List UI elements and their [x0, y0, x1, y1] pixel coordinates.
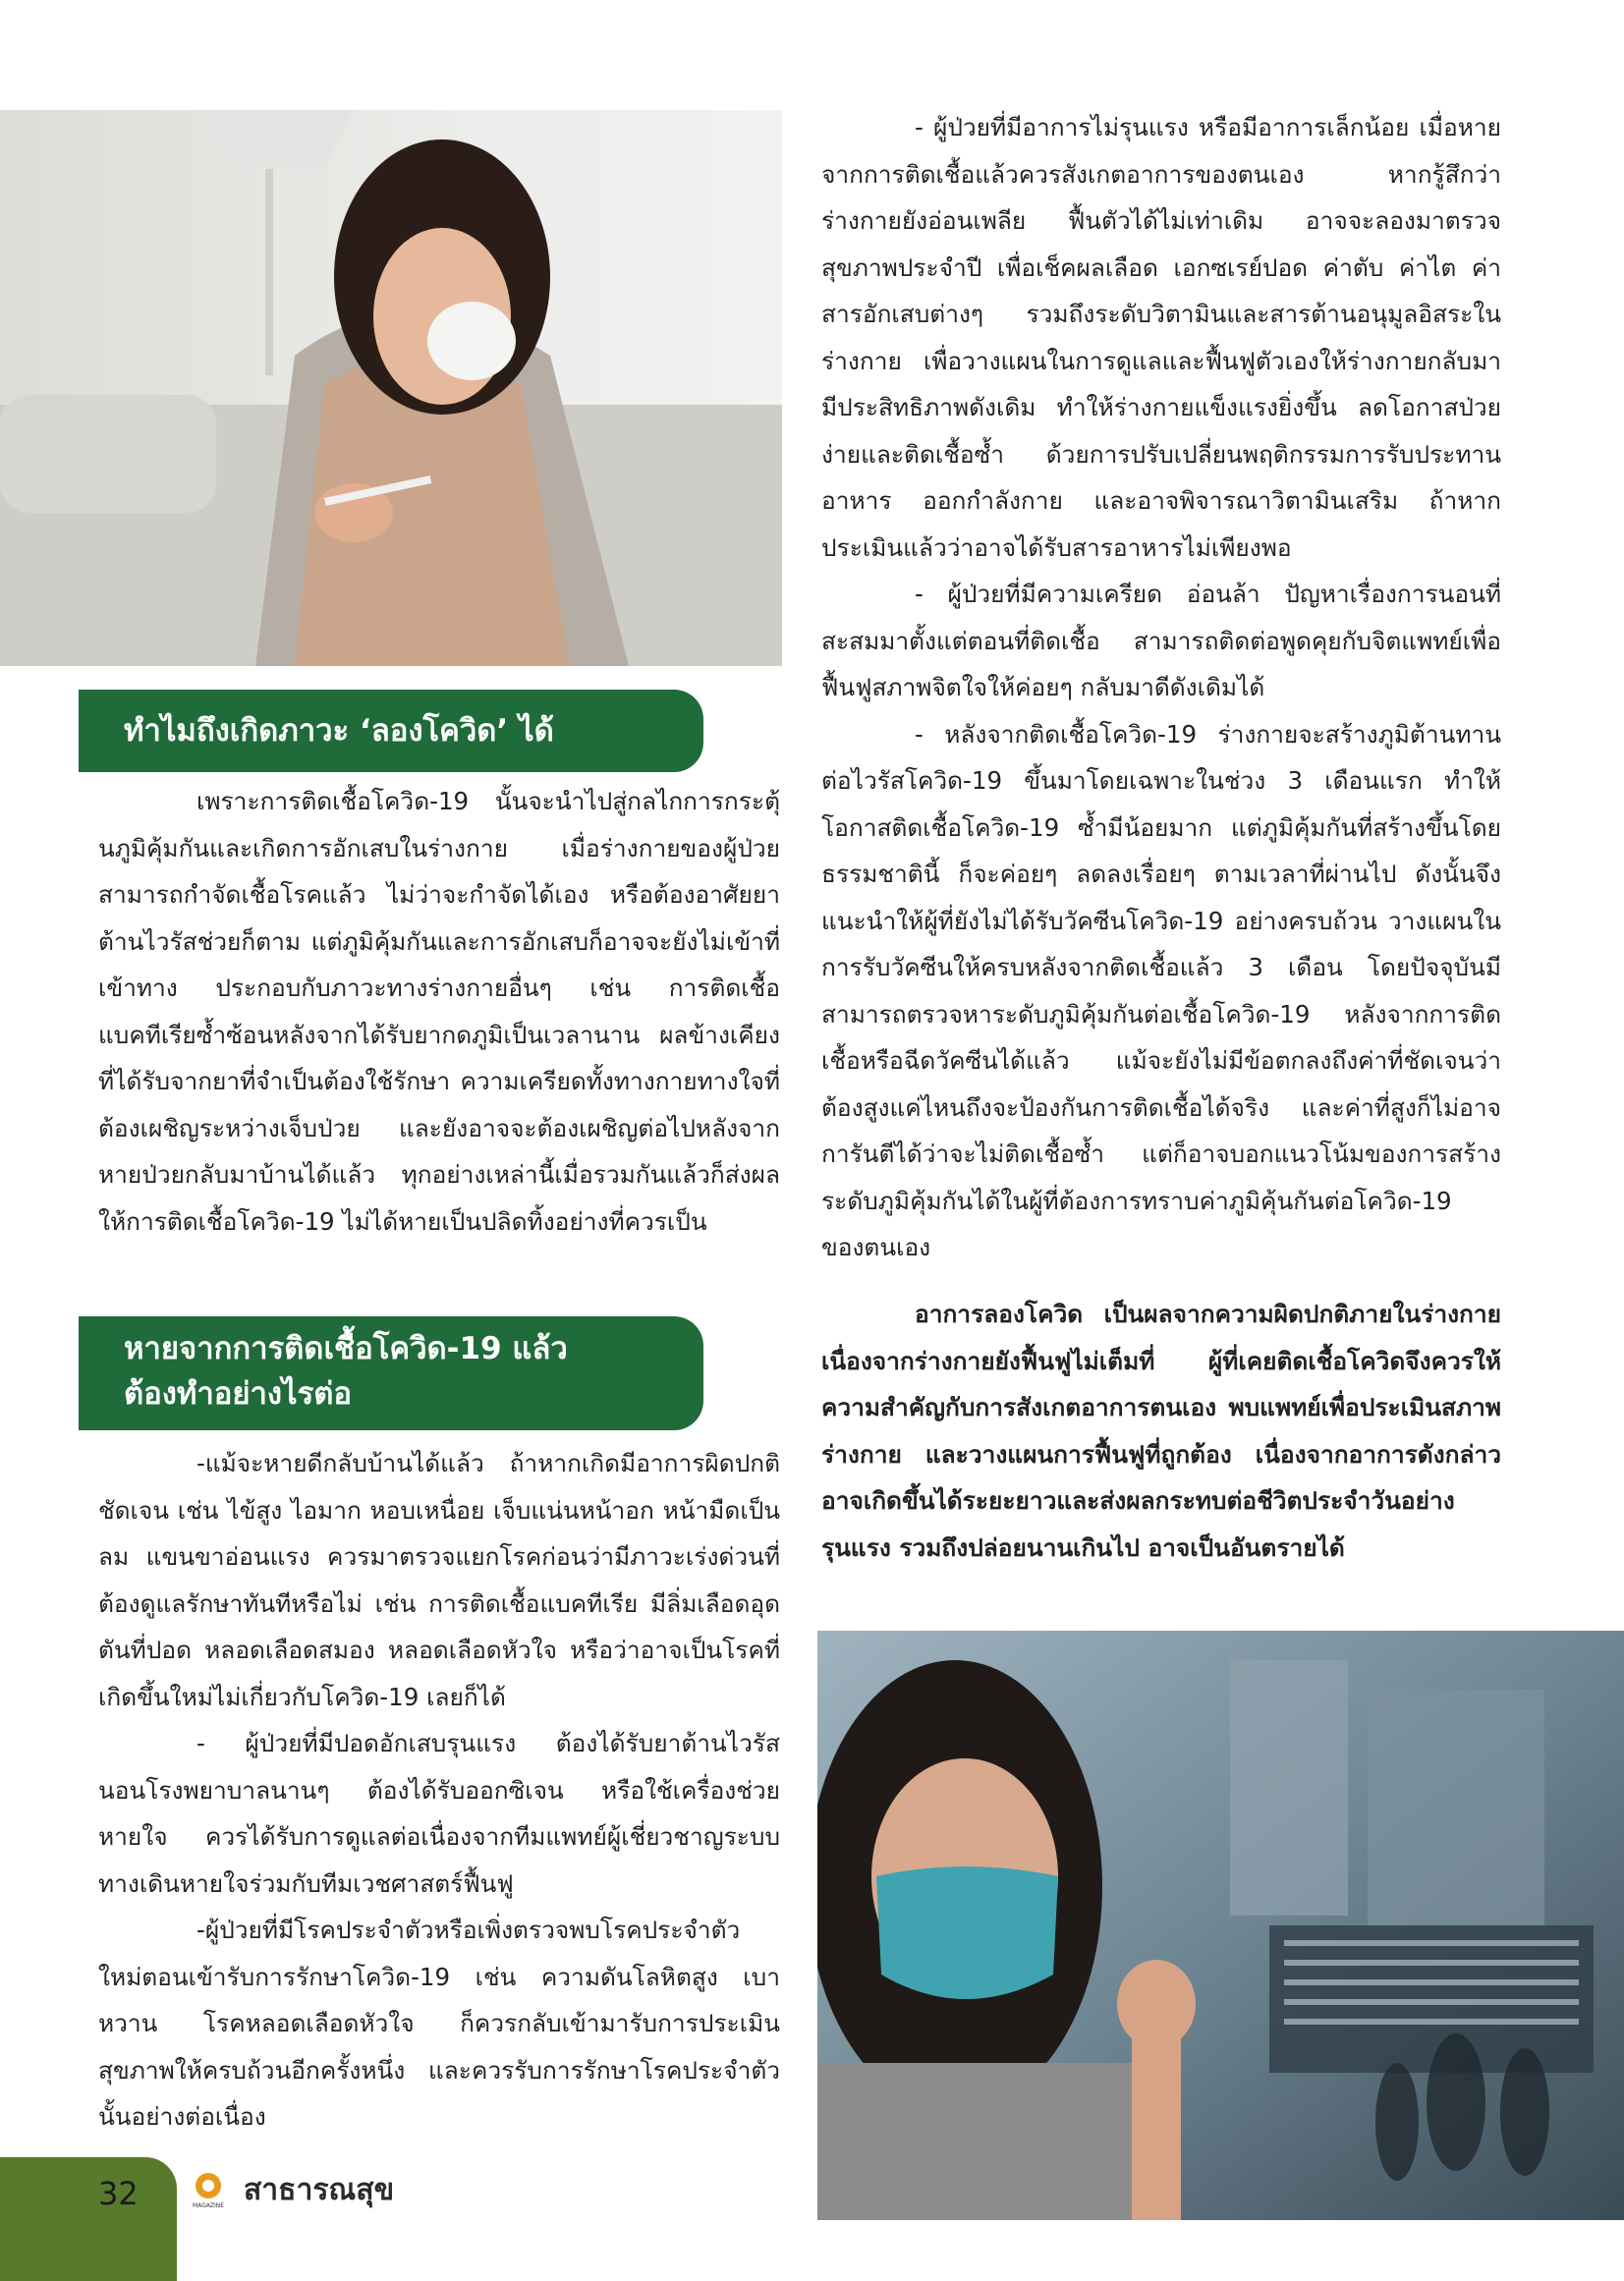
bullet-severe-pneumonia: - ผู้ป่วยที่มีปอดอักเสบรุนแรง ต้องได้รับยาต้านไวรัสนอนโรงพยาบาลนานๆ ต้องได้รับออกซิเจน หรือใช้เครื่องช่วยหายใจ ควรได้รับการดูแลต่อเนื่องจากทีมแพทย์ผู้เชี่ยวชาญระบบทางเดินหายใจร่วมกับทีมเวชศาสตร์ฟื้นฟู — [98, 1729, 780, 1898]
page-number: 32 — [98, 2175, 139, 2212]
section-heading-after-recovery — [79, 1316, 703, 1430]
masked-woman-photo — [817, 1631, 1624, 2220]
magazine-name: สาธารณสุข — [244, 2173, 395, 2207]
bullet-stress: - ผู้ป่วยที่มีความเครียด อ่อนล้า ปัญหาเรื่องการนอนที่สะสมมาตั้งแต่ตอนที่ติดเชื้อ สามารถติดต่อพูดคุยกับจิตแพทย์เพื่อฟื้นฟูสภาพจิตใจให้ค่อยๆ กลับมาดีดังเดิมได้ — [821, 580, 1501, 701]
logo-text: MAGAZINE — [192, 2202, 225, 2209]
summary-block — [821, 1291, 1501, 1571]
footer-tab — [0, 2157, 177, 2281]
bullet-chronic-disease: -ผู้ป่วยที่มีโรคประจำตัวหรือเพิ่งตรวจพบโรคประจำตัวใหม่ตอนเข้ารับการรักษาโควิด-19 เช่น ความดันโลหิตสูง เบาหวาน โรคหลอดเลือดหัวใจ ก็ควรกลับเข้ามารับการประเมินสุขภาพให้ครบถ้วนอีกครั้งหนึ่ง และควรรับการรักษาโรคประจำตัวนั้นอย่างต่อเนื่อง — [98, 1916, 780, 2131]
summary-paragraph: อาการลองโควิด เป็นผลจากความผิดปกติภายในร่างกาย เนื่องจากร่างกายยังฟื้นฟูไม่เต็มที่ ผู้ที่เคยติดเชื้อโควิดจึงควรให้ความสำคัญกับการสังเกตอาการตนเอง พบแพทย์เพื่อประเมินสภาพร่างกาย และวางแผนการฟื้นฟูที่ถูกต้อง เนื่องจากอาการดังกล่าวอาจเกิดขึ้นได้ระยะยาวและส่งผลกระทบต่อชีวิตประจำวันอย่างรุนแรง รวมถึงปล่อยนานเกินไป อาจเป็นอันตรายได้ — [821, 1300, 1501, 1562]
bullet-urgent-symptoms: -แม้จะหายดีกลับบ้านได้แล้ว ถ้าหากเกิดมีอาการผิดปกติชัดเจน เช่น ไข้สูง ไอมาก หอบเหนื่อย เจ็บแน่นหน้าอก หน้ามืดเป็นลม แขนขาอ่อนแรง ควรมาตรวจแยกโรคก่อนว่ามีภาวะเร่งด่วนที่ต้องดูแลรักษาทันทีหรือไม่ เช่น การติดเชื้อแบคทีเรีย มีลิ่มเลือดอุดตันที่ปอด หลอดเลือดสมอง หลอดเลือดหัวใจ หรือว่าอาจเป็นโรคที่เกิดขึ้นใหม่ไม่เกี่ยวกับโควิด-19 เลยก็ได้ — [98, 1449, 780, 1711]
left-column-bullets — [98, 1440, 780, 2141]
section-heading-why-long-covid — [79, 690, 703, 772]
heading-line-2: ต้องทำอย่างไรต่อ — [124, 1376, 353, 1412]
right-column-bullets — [821, 104, 1501, 1271]
bullet-mild-symptoms: - ผู้ป่วยที่มีอาการไม่รุนแรง หรือมีอาการเล็กน้อย เมื่อหายจากการติดเชื้อแล้วควรสังเกตอาการของตนเอง หากรู้สึกว่าร่างกายยังอ่อนเพลีย ฟื้นตัวได้ไม่เท่าเดิม อาจจะลองมาตรวจสุขภาพประจำปี เพื่อเช็คผลเลือด เอกซเรย์ปอด ค่าตับ ค่าไต ค่าสารอักเสบต่างๆ รวมถึงระดับวิตามินและสารต้านอนุมูลอิสระในร่างกาย เพื่อวางแผนในการดูแลและฟื้นฟูตัวเองให้ร่างกายกลับมามีประสิทธิภาพดังเดิม ทำให้ร่างกายแข็งแรงยิ่งขึ้น ลดโอกาสป่วยง่ายและติดเชื้อซ้ำ ด้วยการปรับเปลี่ยนพฤติกรรมการรับประทานอาหาร ออกกำลังกาย และอาจพิจารณาวิตามินเสริม ถ้าหากประเมินแล้วว่าอาจได้รับสารอาหารไม่เพียงพอ — [821, 113, 1501, 562]
heading-line-1: หายจากการติดเชื้อโควิด-19 แล้ว — [124, 1331, 568, 1366]
magazine-logo-icon — [191, 2171, 226, 2210]
left-column-intro — [98, 778, 780, 1245]
intro-paragraph: เพราะการติดเชื้อโควิด-19 นั้นจะนำไปสู่กลไกการกระตุ้นภูมิคุ้มกันและเกิดการอักเสบในร่างกาย เมื่อร่างกายของผู้ป่วยสามารถกำจัดเชื้อโรคแล้ว ไม่ว่าจะกำจัดได้เอง หรือต้องอาศัยยาต้านไวรัสช่วยก็ตาม แต่ภูมิคุ้มกันและการอักเสบก็อาจจะยังไม่เข้าที่เข้าทาง ประกอบกับภาวะทางร่างกายอื่นๆ เช่น การติดเชื้อแบคทีเรียซ้ำซ้อนหลังจากได้รับยากดภูมิเป็นเวลานาน ผลข้างเคียงที่ได้รับจากยาที่จำเป็นต้องใช้รักษา ความเครียดทั้งทางกายทางใจที่ต้องเผชิญระหว่างเจ็บป่วย และยังอาจจะต้องเผชิญต่อไปหลังจากหายป่วยกลับมาบ้านได้แล้ว ทุกอย่างเหล่านี้เมื่อรวมกันแล้วก็ส่งผลให้การติดเชื้อโควิด-19 ไม่ได้หายเป็นปลิดทิ้งอย่างที่ควรเป็น — [98, 787, 780, 1236]
bullet-immunity: - หลังจากติดเชื้อโควิด-19 ร่างกายจะสร้างภูมิต้านทานต่อไวรัสโควิด-19 ขึ้นมาโดยเฉพาะในช่วง 3 เดือนแรก ทำให้โอกาสติดเชื้อโควิด-19 ซ้ำมีน้อยมาก แต่ภูมิคุ้มกันที่สร้างขึ้นโดยธรรมชาตินี้ ก็จะค่อยๆ ลดลงเรื่อยๆ ตามเวลาที่ผ่านไป ดังนั้นจึงแนะนำให้ผู้ที่ยังไม่ได้รับวัคซีนโควิด-19 อย่างครบถ้วน วางแผนในการรับวัคซีนให้ครบหลังจากติดเชื้อแล้ว 3 เดือน โดยปัจจุบันมีสามารถตรวจหาระดับภูมิคุ้มกันต่อเชื้อโควิด-19 หลังจากการติดเชื้อหรือฉีดวัคซีนได้แล้ว แม้จะยังไม่มีข้อตกลงถึงค่าที่ชัดเจนว่าต้องสูงแค่ไหนถึงจะป้องกันการติดเชื้อได้จริง และค่าที่สูงก็ไม่อาจการันตีได้ว่าจะไม่ติดเชื้อซ้ำ แต่ก็อาจบอกแนวโน้มของการสร้างระดับภูมิคุ้มกันได้ในผู้ที่ต้องการทราบค่าภูมิคุ้นกันต่อโควิด-19 ของตนเอง — [821, 719, 1501, 1261]
heading-text: ทำไมถึงเกิดภาวะ ‘ลองโควิด’ ได้ — [124, 713, 554, 749]
sick-woman-photo — [0, 110, 782, 666]
